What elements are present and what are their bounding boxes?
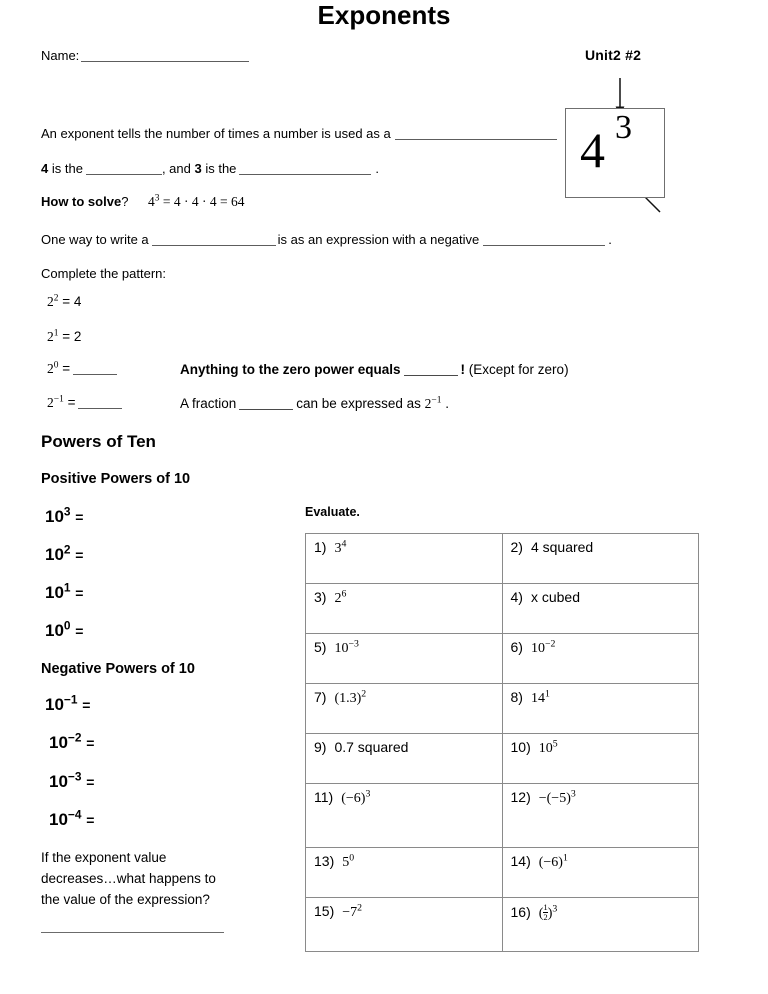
zero-power-note	[180, 362, 569, 377]
exponent-value: 3	[194, 161, 202, 176]
problem-expression: ( $\frac{1}{2}$ )$^3$	[538, 902, 558, 922]
problem-cell-5[interactable]	[306, 634, 503, 684]
power-of-ten-row	[45, 580, 84, 603]
problem-cell-12[interactable]	[502, 784, 699, 848]
problem-number: 11)	[314, 789, 334, 805]
one-way-blank-1[interactable]	[152, 245, 276, 246]
pattern-expression: $2^0$	[47, 360, 59, 376]
problem-cell-6[interactable]	[502, 634, 699, 684]
fraction-period: .	[445, 396, 449, 411]
fraction-blank[interactable]	[239, 409, 293, 410]
problem-cell-11[interactable]	[306, 784, 503, 848]
problem-number: 9)	[314, 739, 327, 755]
power-of-ten-row	[49, 730, 95, 753]
reflection-question: If the exponent value decreases…what happens to the value of the expression?	[41, 850, 216, 907]
reflection-answer-blank[interactable]	[41, 932, 224, 933]
problem-expression: $-(-5)^3$	[538, 788, 576, 806]
definition-line	[41, 126, 557, 141]
name-label: Name:	[41, 48, 80, 63]
problem-number: 16)	[510, 904, 531, 921]
power-equals: =	[75, 509, 84, 525]
problem-expression: $10^5$	[538, 738, 558, 756]
problem-number: 1)	[314, 539, 327, 555]
problem-expression: $-7^2$	[342, 902, 363, 920]
pattern-result: = 4	[62, 294, 82, 309]
power-expression: $10^{-1}$	[45, 692, 78, 714]
base-value: 4	[41, 161, 49, 176]
pattern-expression: $2^{-1}$	[47, 394, 64, 410]
base-blank[interactable]	[86, 174, 162, 175]
problem-number: 13)	[314, 853, 335, 869]
problem-cell-14[interactable]	[502, 848, 699, 898]
base-exponent-line	[41, 161, 379, 176]
table-row	[306, 584, 699, 634]
power-expression: $10^2$	[45, 542, 71, 564]
problem-number: 6)	[510, 639, 523, 655]
fraction-numerator: 1	[543, 902, 548, 912]
base-comma-and: , and	[161, 161, 191, 176]
one-way-period: .	[608, 232, 612, 247]
exponent-blank[interactable]	[239, 174, 371, 175]
problem-cell-1[interactable]	[306, 534, 503, 584]
pattern-result: =	[62, 361, 71, 376]
power-of-ten-row	[45, 542, 84, 565]
pattern-result: = 2	[62, 329, 82, 344]
evaluate-instruction: Evaluate.	[305, 505, 360, 519]
problem-expression: $14^1$	[530, 688, 550, 706]
power-expression: $10^{-4}$	[49, 807, 82, 829]
problem-expression: $2^6$	[334, 588, 347, 606]
exponent-is-the: is the	[205, 161, 237, 176]
table-row	[306, 634, 699, 684]
how-to-solve-label: How to solve	[41, 194, 122, 209]
power-equals: =	[75, 547, 84, 563]
table-row	[306, 848, 699, 898]
problem-cell-10[interactable]	[502, 734, 699, 784]
table-row	[306, 784, 699, 848]
base-is-the: is the	[51, 161, 83, 176]
problem-number: 4)	[510, 589, 523, 605]
definition-blank[interactable]	[395, 139, 557, 140]
positive-powers-heading: Positive Powers of 10	[41, 471, 191, 487]
how-to-solve-line	[41, 194, 244, 210]
problem-number: 7)	[314, 689, 327, 705]
pattern-expression: $2^1$	[47, 328, 59, 344]
problem-expression: $10^{-2}$	[530, 638, 556, 656]
page-title: Exponents	[317, 0, 451, 30]
exponent-diagram	[520, 60, 720, 225]
problem-number: 5)	[314, 639, 327, 655]
power-equals: =	[86, 812, 95, 828]
power-equals: =	[82, 697, 91, 713]
problem-cell-7[interactable]	[306, 684, 503, 734]
problem-expression: 0.7 squared	[334, 739, 409, 755]
table-row	[306, 684, 699, 734]
problem-number: 12)	[510, 789, 531, 805]
power-equals: =	[86, 774, 95, 790]
pattern-row	[47, 294, 81, 310]
power-expression: $10^3$	[45, 504, 71, 526]
table-row	[306, 534, 699, 584]
zero-power-exclaim: !	[460, 362, 466, 377]
power-of-ten-row	[49, 769, 95, 792]
exponent-example-box	[565, 108, 665, 198]
problem-number: 15)	[314, 903, 335, 919]
power-of-ten-row	[45, 504, 84, 527]
pattern-result: =	[67, 395, 76, 410]
how-to-solve-equation: $4^3 = 4 \cdot 4 \cdot 4 = 64$	[148, 193, 245, 209]
base-line-period: .	[375, 161, 380, 176]
problem-expression: $(-6)^3$	[341, 788, 371, 806]
problem-number: 10)	[510, 739, 531, 755]
power-of-ten-row	[45, 692, 91, 715]
pattern-row	[47, 361, 117, 377]
fraction-note	[180, 396, 449, 412]
problem-number: 3)	[314, 589, 327, 605]
pattern-row	[47, 329, 81, 345]
problem-cell-13[interactable]	[306, 848, 503, 898]
problems-table	[305, 533, 699, 952]
negative-powers-heading: Negative Powers of 10	[41, 661, 195, 677]
fraction-text-a: A fraction	[180, 396, 237, 411]
problem-cell-16[interactable]	[502, 898, 699, 952]
problem-expression: x cubed	[530, 589, 580, 605]
unit-label: Unit2 #2	[585, 47, 642, 63]
problem-cell-2[interactable]	[502, 534, 699, 584]
problem-cell-4[interactable]	[502, 584, 699, 634]
one-way-blank-2[interactable]	[483, 245, 605, 246]
example-base: 4	[580, 122, 605, 178]
one-way-text-b: is as an expression with a negative	[277, 232, 480, 247]
power-expression: $10^{-3}$	[49, 769, 82, 791]
power-of-ten-row	[49, 807, 95, 830]
problem-expression: $3^4$	[334, 538, 347, 556]
problem-expression: 4 squared	[530, 539, 594, 555]
power-expression: $10^{-2}$	[49, 730, 82, 752]
power-equals: =	[75, 585, 84, 601]
name-field-row	[41, 48, 249, 63]
one-way-text-a: One way to write a	[41, 232, 149, 247]
problem-expression: $10^{-3}$	[334, 638, 359, 656]
zero-power-exception: (Except for zero)	[468, 362, 569, 377]
example-exponent: 3	[615, 109, 632, 146]
pattern-row	[47, 395, 122, 411]
problem-number: 14)	[510, 853, 531, 869]
problem-cell-8[interactable]	[502, 684, 699, 734]
fraction-denominator: 2	[543, 911, 548, 922]
power-equals: =	[86, 735, 95, 751]
problem-number: 8)	[510, 689, 523, 705]
power-of-ten-row	[45, 618, 84, 641]
problem-expression: $5^0$	[342, 852, 355, 870]
table-row	[306, 898, 699, 952]
problem-number: 2)	[510, 539, 523, 555]
zero-power-blank[interactable]	[404, 375, 458, 376]
problem-cell-15[interactable]	[306, 898, 503, 952]
problem-cell-3[interactable]	[306, 584, 503, 634]
power-equals: =	[75, 623, 84, 639]
definition-text: An exponent tells the number of times a number is used as a	[41, 126, 391, 141]
problem-expression: $(1.3)^2$	[334, 688, 367, 706]
how-to-solve-question-mark: ?	[121, 194, 129, 209]
name-blank[interactable]	[81, 61, 249, 62]
pattern-expression: $2^2$	[47, 293, 59, 309]
pattern-blank[interactable]	[73, 374, 117, 375]
zero-power-text: Anything to the zero power equals	[180, 362, 401, 377]
fraction-expression: $2^{-1}$	[424, 395, 442, 411]
powers-of-ten-heading: Powers of Ten	[41, 432, 156, 451]
table-row	[306, 734, 699, 784]
problem-expression: $(-6)^1$	[538, 852, 568, 870]
pattern-blank[interactable]	[78, 408, 122, 409]
power-expression: $10^1$	[45, 580, 71, 602]
problem-cell-9[interactable]	[306, 734, 503, 784]
complete-pattern-label: Complete the pattern:	[41, 266, 167, 281]
power-expression: $10^0$	[45, 618, 71, 640]
one-way-line	[41, 232, 612, 247]
fraction-text-b: can be expressed as	[296, 396, 421, 411]
